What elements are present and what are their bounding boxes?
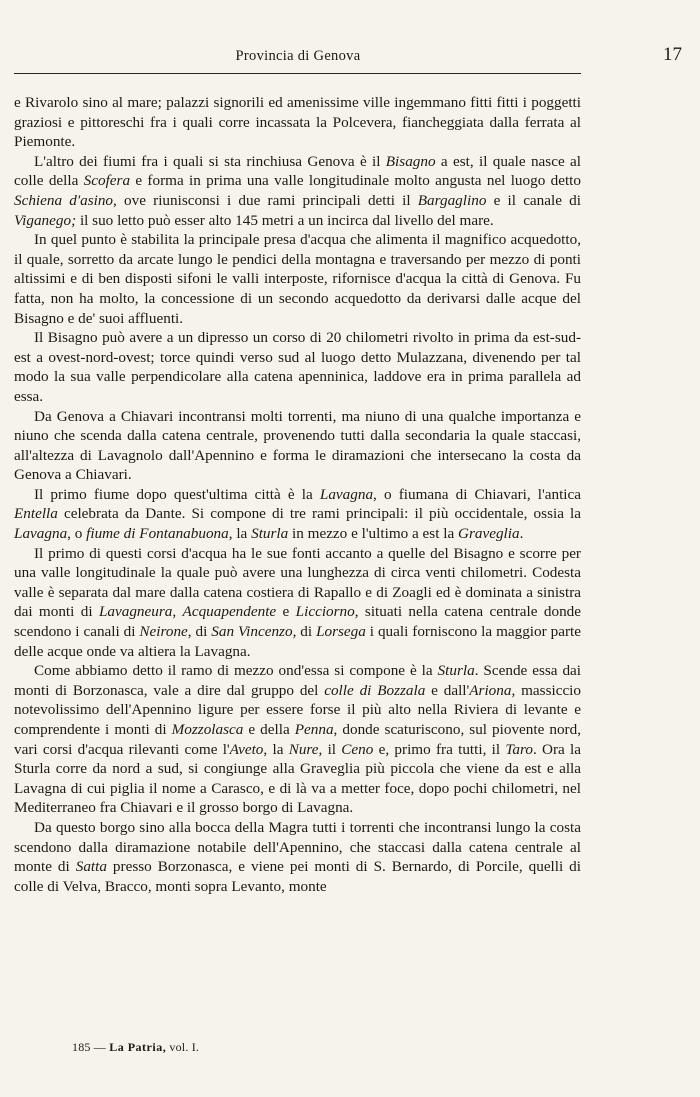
paragraph: e Rivarolo sino al mare; palazzi signorili ed amenissime ville ingemmano fitti fitti i poggetti graziosi e pittoreschi fra i quali corre incassata la Polcevera, fiancheggiata dalla ferrata al Piemonte. xyxy=(14,94,581,151)
italic-term: Lavagna xyxy=(14,525,68,543)
paragraph: Il Bisagno può avere a un dipresso un corso di 20 chilometri rivolto in prima da est-sud-est a ovest-nord-ovest; torce quindi verso sud al luogo detto Mulazzana, divenendo per tal modo la sua valle perpendicolare alla catena apenninica, laddove era in prima parallela ad essa. xyxy=(14,329,581,405)
italic-term: Lavagna xyxy=(319,485,374,503)
signature-number: 185 — xyxy=(72,1040,106,1054)
paragraph: L'altro dei fiumi fra i quali si sta rinchiusa Genova è il Bisagno a est, il quale nasce al colle della Scofera e forma in prima una valle longitudinale molto angusta nel luogo detto Schiena d'asino, ove riunisconsi i due rami principali detti il Bargaglino e il canale di Viganego; il suo letto può esser alto 145 metri a un incirca dal livello del mare. xyxy=(14,152,581,229)
italic-term: San Vincenzo xyxy=(211,623,293,641)
paragraph: In quel punto è stabilita la principale presa d'acqua che alimenta il magnifico acquedotto, il quale, sorretto da arcate lungo le pendici della montagna e traversando per mezzo di ponti altissimi e di ben disposti sifoni le valli interposte, rifornisce d'acqua la città di Genova. Fu fatta, non ha molto, la concessione di un secondo acquedotto da derivarsi dalle acque del Bisagno e de' suoi affluenti. xyxy=(14,231,581,327)
italic-term: Entella xyxy=(14,505,58,523)
page-header xyxy=(14,44,682,70)
paragraph: Il primo fiume dopo quest'ultima città è la Lavagna, o fiumana di Chiavari, l'antica Entella celebrata da Dante. Si compone di tre rami principali: il più occidentale, ossia la Lavagna, o fiume di Fontanabuona, la Sturla in mezzo e l'ultimo a est la Graveglia. xyxy=(14,485,581,543)
italic-term: Schiena d'asino xyxy=(14,191,114,209)
printer-signature xyxy=(72,1040,199,1055)
header-rule xyxy=(14,73,581,74)
running-title: Provincia di Genova xyxy=(235,48,361,64)
italic-term: Ceno xyxy=(341,740,374,758)
body-text xyxy=(14,93,581,896)
italic-term: Penna xyxy=(294,721,334,738)
italic-term: fiume di Fontanabuona xyxy=(86,525,229,543)
paragraph: Da Genova a Chiavari incontransi molti torrenti, ma niuno di una qualche importanza e niuno che scenda dalla catena centrale, provenendo tutti dalla secondaria la quale staccasi, all'altezza di Lavagnolo dall'Apennino e forma le diramazioni che intersecano la costa da Genova a Chiavari. xyxy=(14,407,581,484)
italic-term: Acquapendente xyxy=(182,603,277,621)
italic-term: Scofera xyxy=(83,172,131,190)
paragraph: Il primo di questi corsi d'acqua ha le sue fonti accanto a quelle del Bisagno e scorre per una valle longitudinale la quale può avere una lunghezza di circa venti chilometri. Codesta valle è separata dal mare dalla catena costiera di Rapallo e di Zoagli ed è dominata a sinistra dai monti di Lavagneura, Acquapendente e Licciorno, situati nella catena centrale donde scendono i canali di Neirone, di San Vincenzo, di Lorsega i quali forniscono la maggior parte delle acque onde va altiera la Lavagna. xyxy=(14,544,582,660)
italic-term: Satta xyxy=(75,858,107,876)
page-number: 17 xyxy=(663,44,682,65)
italic-term: Sturla xyxy=(251,525,289,543)
italic-term: Bisagno xyxy=(385,152,436,170)
italic-term: Lavagneura xyxy=(98,603,173,621)
italic-term: Viganego; xyxy=(14,211,77,229)
italic-term: Ariona xyxy=(469,681,512,699)
italic-term: Aveto xyxy=(229,740,264,758)
signature-title: La Patria, xyxy=(109,1040,167,1054)
italic-term: Taro xyxy=(505,740,533,758)
italic-term: Licciorno xyxy=(295,603,355,621)
italic-term: Lorsega xyxy=(316,623,366,641)
paragraph: Da questo borgo sino alla bocca della Magra tutti i torrenti che incontransi lungo la costa scendono dalla diramazione notabile dell'Apennino, che staccasi dalla catena centrale al monte di Satta presso Borzonasca, e viene pei monti di S. Bernardo, di Porcile, quelli di colle di Velva, Bracco, monti sopra Levanto, monte xyxy=(14,818,581,895)
italic-term: Neirone xyxy=(139,623,188,641)
italic-term: Graveglia xyxy=(457,525,520,543)
italic-term: colle di Bozzala xyxy=(324,681,426,699)
paragraph: Come abbiamo detto il ramo di mezzo ond'essa si compone è la Sturla. Scende essa dai monti di Borzonasca, vale a dire dal gruppo del colle di Bozzala e dall'Ariona, massiccio notevolissimo dell'Apennino ligure per essere forse il più alto nella Riviera di levante e comprendente i monti di Mozzolasca e della Penna, donde scaturiscono, sul piovente nord, vari corsi d'acqua rilevanti come l'Aveto, la Nure, il Ceno e, primo fra tutti, il Taro. Ora la Sturla corre da nord a sud, si congiunge alla Graveglia più piccola che viene da est e alla Lavagna di cui piglia il nome a Carasco, e di là va a metter foce, dopo pochi chilometri, nel Mediterraneo fra Chiavari e il grosso borgo di Lavagna. xyxy=(14,662,582,817)
italic-term: Nure xyxy=(288,740,319,758)
italic-term: Bargaglino xyxy=(417,191,487,209)
signature-volume: vol. I. xyxy=(169,1040,200,1054)
italic-term: Mozzolasca xyxy=(171,721,244,738)
italic-term: Sturla xyxy=(437,662,475,680)
